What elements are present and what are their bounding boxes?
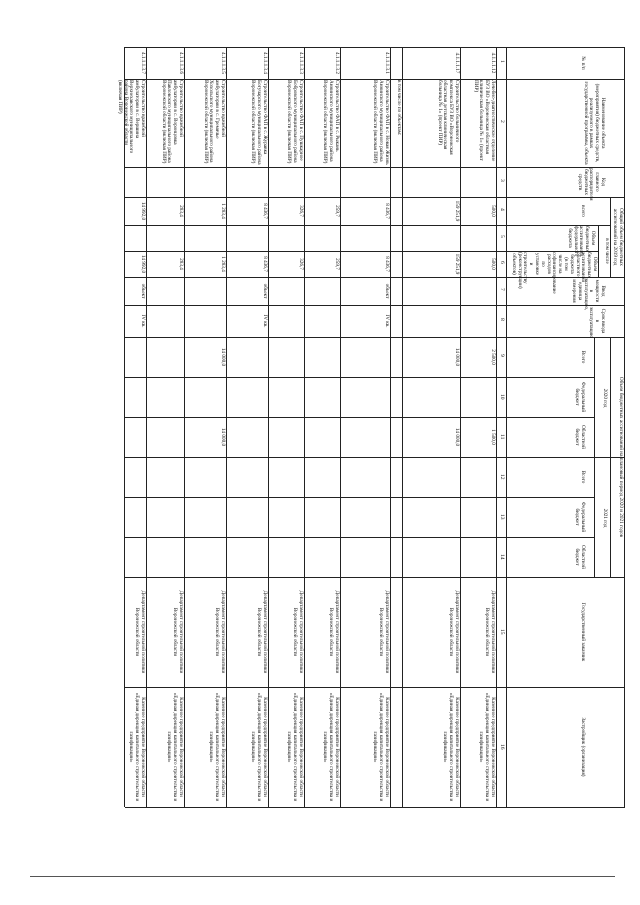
row-customer: Департамент строительной политики Воронежской области xyxy=(378,590,390,674)
table-vline xyxy=(125,305,625,306)
row-term: IV кв. xyxy=(262,314,268,328)
header-vsego: Всего xyxy=(580,350,586,364)
row-developer: Казенное предприятие Воронежской области «Единая дирекция капитального строительства и газификации» xyxy=(478,692,496,802)
row-regional-2020: 14 000,0 xyxy=(454,427,460,447)
row-number: 4.1.1.1.3.1 xyxy=(384,51,390,75)
table-hline xyxy=(340,47,341,807)
header-year-2020: 2020 год xyxy=(602,388,608,408)
row-total-2019: 159 251,9 xyxy=(454,200,460,222)
row-total-2019: 500,0 xyxy=(490,205,496,217)
table-vline xyxy=(125,497,595,498)
column-number: 7 xyxy=(499,288,505,291)
header-fed_budget: Федеральный бюджет xyxy=(574,501,586,533)
row-total-2019: 8 436,7 xyxy=(262,203,268,219)
column-number: 9 xyxy=(499,354,505,357)
table-hline xyxy=(304,47,305,807)
row-object-name: Строительство ФАП в с. Журавка Богучарского муниципального района Воронежской области (включая ПИР) xyxy=(250,80,268,165)
row-regional-2019: 8 436,7 xyxy=(262,256,268,272)
row-object-name: Строительство ФАП в с. Пушкарное Бобровского муниципального района Воронежской области (включая ПИР) xyxy=(286,80,304,164)
column-number: 15 xyxy=(499,629,505,635)
header-fed: Объем бюджетных ассигнований федерального бюджета xyxy=(566,226,596,257)
row-number: 4.1.1.1.3.2 xyxy=(334,51,340,75)
table-hline xyxy=(624,47,625,807)
row-regional-2019: 1 283,4 xyxy=(220,256,226,272)
table-vline xyxy=(125,537,595,538)
header-reg: Объем бюджетных ассигнований областного бюджета (в том числе на софинансирование расходов по установке и строительству (реконструкции) объектов) xyxy=(510,252,598,294)
table-hline xyxy=(184,47,185,807)
row-term: IV кв. xyxy=(140,314,146,328)
column-number: 10 xyxy=(499,394,505,400)
table-vline xyxy=(125,577,625,578)
row-regional-2019: 159 251,9 xyxy=(454,253,460,275)
header-col-num: № п/п xyxy=(580,56,586,70)
row-developer: Казенное предприятие Воронежской области «Единая дирекция капитального строительства и газификации» xyxy=(286,692,304,802)
table-vline xyxy=(125,807,625,808)
header-plan-group: Объем бюджетных ассигнований на плановый период 2020 и 2021 годов xyxy=(618,376,624,538)
row-customer: Департамент строительной политики Воронежской области xyxy=(134,590,146,674)
table-hline xyxy=(390,47,391,807)
rotated-table xyxy=(116,47,625,905)
header-fed_budget: Федеральный бюджет xyxy=(574,381,586,413)
row-number: 4.1.1.1.3.6 xyxy=(178,51,184,75)
row-regional-2019: 8 436,7 xyxy=(384,256,390,272)
column-number: 4 xyxy=(499,208,505,211)
header-customer: Государственный заказчик xyxy=(580,602,586,662)
table-hline xyxy=(402,47,403,807)
row-developer: Казенное предприятие Воронежской области «Единая дирекция капитального строительства и газификации» xyxy=(250,692,268,802)
row-number: 4.1.1.1.3.5 xyxy=(220,51,226,75)
header-col-name: Наименование объекта (мероприятия) бюджетных средств, реализуемого в рамках государственной программы, объекта xyxy=(582,81,606,165)
row-object-name: Лечебно-диагностическое отделение БУЗ ВО «Воронежская областная клиническая больница № 1» (проект ПИР) xyxy=(472,80,496,162)
row-customer: Департамент строительной политики Воронежской области xyxy=(214,590,226,674)
table-vline xyxy=(125,47,625,48)
row-developer: Казенное предприятие Воронежской области «Единая дирекция капитального строительства и газификации» xyxy=(372,692,390,802)
row-object-name: Строительство ФАП в с. Рыкань Аннинского муниципального района Воронежской области (включая ПИР) xyxy=(322,80,340,164)
column-number: 12 xyxy=(499,474,505,480)
row-regional-2019: 259,7 xyxy=(334,258,340,270)
row-object-name: Строительство врачебной амбулатории в с. Вершина Верхнехавского муниципального района Воронежской области (включая ПИР) xyxy=(116,80,146,154)
row-developer: Казенное предприятие Воронежской области «Единая дирекция капитального строительства и газификации» xyxy=(208,692,226,802)
row-regional-2019: 14 992,0 xyxy=(140,254,146,274)
table-hline xyxy=(226,47,227,807)
column-number: 3 xyxy=(499,179,505,182)
row-number: 4.1.1.1.12 xyxy=(490,52,496,74)
row-customer: Департамент строительной политики Воронежской области xyxy=(328,590,340,674)
row-developer: Казенное предприятие Воронежской области «Единая дирекция капитального строительства и газификации» xyxy=(166,692,184,802)
row-power: объект xyxy=(140,283,146,299)
row-total-2020: 14 000,0 xyxy=(220,347,226,367)
header-incl: в том числе xyxy=(604,238,610,264)
table-vline xyxy=(125,225,611,226)
column-number: 14 xyxy=(499,554,505,560)
row-developer: Казенное предприятие Воронежской области «Единая дирекция капитального строительства и газификации» xyxy=(442,692,460,802)
row-developer: Казенное предприятие Воронежской области «Единая дирекция капитального строительства и газификации» xyxy=(128,692,146,802)
header-reg_budget: Областной бюджет xyxy=(574,425,586,449)
row-total-2019: 259,7 xyxy=(334,205,340,217)
header-power: Ввод мощности в эксплуатацию, единица измерения xyxy=(571,278,606,311)
table-vline xyxy=(125,167,625,168)
row-object-name: Строительство врачебной амбулатории в с. Гремячье Хохольского муниципального района Воронежской области (включая ПИР) xyxy=(202,80,226,164)
column-number: 11 xyxy=(499,434,505,440)
row-regional-2019: 283,4 xyxy=(178,258,184,270)
row-customer: Департамент строительной политики Воронежской области xyxy=(292,590,304,674)
row-number: 4.1.1.1.3.7 xyxy=(140,51,146,75)
row-regional-2019: 500,0 xyxy=(490,258,496,270)
table-vline xyxy=(125,337,625,338)
header-term: Срок ввода в эксплуатацию xyxy=(588,307,606,339)
page-bottom-rule xyxy=(30,876,615,877)
row-total-2020: 14 000,0 xyxy=(454,347,460,367)
table-vline xyxy=(125,457,625,458)
row-number: 4.1.1.1.3.4 xyxy=(262,51,268,75)
table-hline xyxy=(146,47,147,807)
column-number: 1 xyxy=(499,60,505,63)
header-total: всего xyxy=(580,205,586,217)
header-col-code: Код главного распорядителя бюджетных средств xyxy=(576,168,606,201)
header-developer: Застройщик (организация) xyxy=(580,717,586,777)
row-total-2020: 2 500,0 xyxy=(490,349,496,365)
table-hline xyxy=(268,47,269,807)
row-regional-2020: 14 000,0 xyxy=(220,427,226,447)
row-object-name: в том числе по объектам: xyxy=(396,80,402,136)
column-number: 16 xyxy=(499,744,505,750)
row-power: объект xyxy=(262,283,268,299)
row-total-2019: 326,7 xyxy=(298,205,304,217)
table-vline xyxy=(125,277,625,278)
row-number: 4.1.1.1.17 xyxy=(454,52,460,74)
table-hline xyxy=(460,47,461,807)
header-vsego: Всего xyxy=(580,470,586,484)
row-total-2019: 283,4 xyxy=(178,205,184,217)
row-total-2019: 8 436,7 xyxy=(384,203,390,219)
row-total-2019: 1 283,4 xyxy=(220,203,226,219)
table-hline xyxy=(506,47,507,807)
header-year-2021: 2021 год xyxy=(602,508,608,528)
header-reg_budget: Областной бюджет xyxy=(574,545,586,569)
row-developer: Казенное предприятие Воронежской области «Единая дирекция капитального строительства и газификации» xyxy=(322,692,340,802)
row-total-2019: 14 992,0 xyxy=(140,201,146,221)
row-regional-2020: 1 500,0 xyxy=(490,429,496,445)
row-regional-2019: 326,7 xyxy=(298,258,304,270)
row-customer: Департамент строительной политики Воронежской области xyxy=(256,590,268,674)
row-object-name: Строительство врачебной амбулатории в с. Воронцовка Павловского муниципального района Воронежской области (включая ПИР) xyxy=(160,80,184,164)
row-object-name: Строительство больничного комплекса БУЗ ВО «Воронежская областная детская клиническая больница № 1» (проект ПИР) xyxy=(436,80,460,155)
column-number: 2 xyxy=(499,120,505,123)
row-customer: Департамент строительной политики Воронежской области xyxy=(172,590,184,674)
column-number: 13 xyxy=(499,514,505,520)
row-number: 4.1.1.1.3.3 xyxy=(298,51,304,75)
header-total-group: Общий объем бюджетных ассигнований на 2019 год xyxy=(612,208,624,266)
column-number: 8 xyxy=(499,318,505,321)
table-hline xyxy=(496,47,497,807)
table-vline xyxy=(125,377,595,378)
column-number: 5 xyxy=(499,235,505,238)
row-customer: Департамент строительной политики Воронежской области xyxy=(484,590,496,674)
row-term: IV кв. xyxy=(384,314,390,328)
row-power: объект xyxy=(384,283,390,299)
column-number: 6 xyxy=(499,261,505,264)
table-vline xyxy=(125,197,625,198)
row-customer: Департамент строительной политики Воронежской области xyxy=(448,590,460,674)
row-object-name: Строительство ФАП в с. Новая Жизнь Аннинского муниципального района Воронежской области (включая ПИР) xyxy=(372,80,390,165)
table-vline xyxy=(125,417,595,418)
